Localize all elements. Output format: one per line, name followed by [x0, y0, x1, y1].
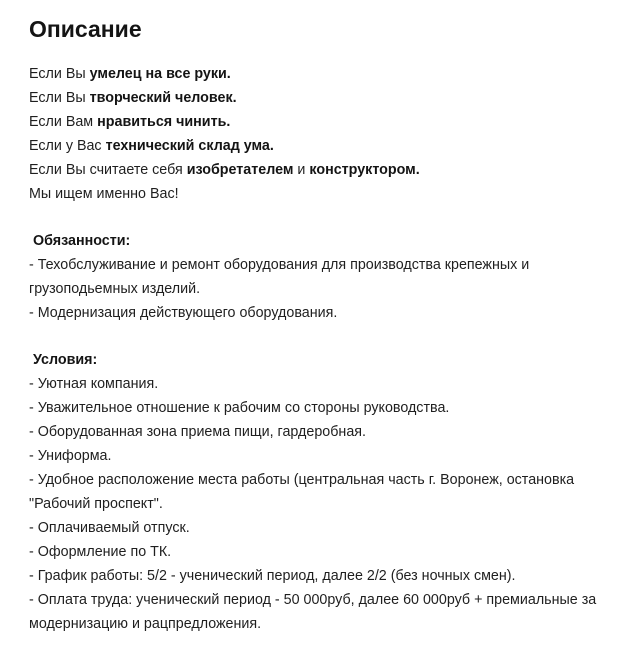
condition-item: - Оформление по ТК.: [29, 544, 172, 560]
intro-line: Мы ищем именно Вас!: [29, 186, 179, 202]
condition-item: - Униформа.: [29, 448, 112, 464]
condition-item: - Оборудованная зона приема пищи, гардеробная.: [29, 424, 366, 440]
intro-line: Если Вы умелец на все руки.: [29, 66, 231, 82]
duty-item: - Техобслуживание и ремонт оборудования для производства крепежных и грузоподьемных изделий.: [29, 257, 530, 297]
section-title: Описание: [29, 16, 142, 42]
condition-item: - Оплата труда: ученический период - 50 000руб, далее 60 000руб + премиальные за модернизацию и рацпредложения.: [29, 592, 597, 632]
conditions-heading: Условия:: [33, 352, 98, 368]
conditions-block: [29, 348, 629, 636]
condition-item: - Уютная компания.: [29, 376, 159, 392]
duty-item: - Модернизация действующего оборудования.: [29, 305, 338, 321]
intro-line: Если Вам нравиться чинить.: [29, 114, 231, 130]
intro-line: Если Вы творческий человек.: [29, 90, 237, 106]
intro-line: Если у Вас технический склад ума.: [29, 138, 274, 154]
condition-item: - Уважительное отношение к рабочим со стороны руководства.: [29, 400, 450, 416]
duties-block: [29, 229, 629, 325]
condition-item: - График работы: 5/2 - ученический период, далее 2/2 (без ночных смен).: [29, 568, 516, 584]
intro-block: [29, 62, 629, 206]
description-section: [29, 14, 629, 636]
condition-item: - Оплачиваемый отпуск.: [29, 520, 190, 536]
duties-heading: Обязанности:: [33, 233, 131, 249]
intro-line: Если Вы считаете себя изобретателем и конструктором.: [29, 162, 420, 178]
condition-item: - Удобное расположение места работы (центральная часть г. Воронеж, остановка "Рабочий проспект".: [29, 472, 575, 512]
